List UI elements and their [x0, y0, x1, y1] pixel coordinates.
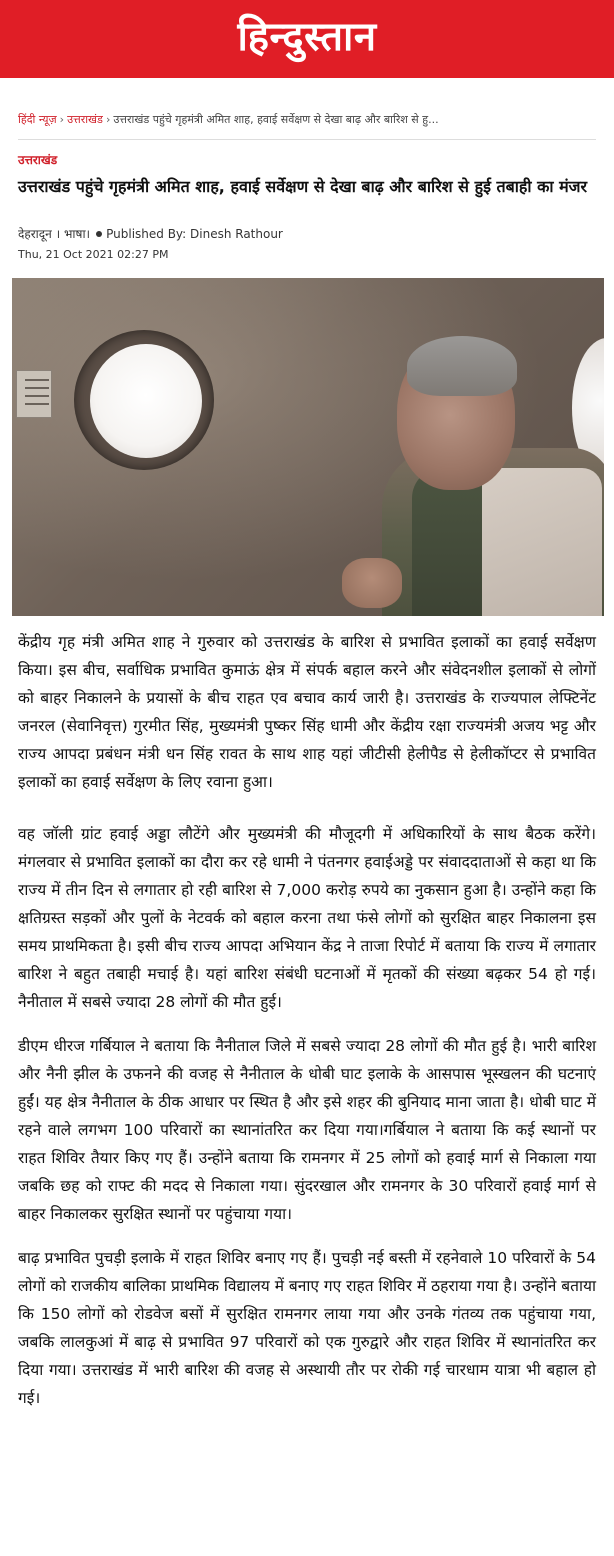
article-container	[0, 113, 614, 1412]
published-by: Published By: Dinesh Rathour	[106, 227, 283, 241]
site-logo[interactable]: हिन्दुस्तान	[237, 13, 377, 60]
porthole-window	[90, 344, 202, 458]
person-hand	[342, 558, 402, 608]
article-title: उत्तराखंड पहुंचे गृहमंत्री अमित शाह, हवाई सर्वेक्षण से देखा बाढ़ और बारिश से हुई तबाही का मंजर	[18, 177, 588, 196]
sticker-line	[25, 379, 49, 381]
person-vest	[412, 468, 482, 616]
article-photo	[12, 278, 604, 616]
site-header	[0, 0, 614, 78]
breadcrumb	[18, 113, 596, 127]
breadcrumb-home-link[interactable]: हिंदी न्यूज़	[18, 113, 57, 126]
article-paragraph: बाढ़ प्रभावित पुचड़ी इलाके में राहत शिविर बनाए गए हैं। पुचड़ी नई बस्ती में रहनेवाले 10 परिवारों के 54 लोगों को राजकीय बालिका प्राथमिक विद्यालय में बनाए गए राहत शिविर में ठहराया गया है। उन्होंने बताया कि 150 लोगों को रोडवेज बसों में सुरक्षित रामनगर लाया गया और उनके गंतव्य तक पहुंचाया गया, जबकि लालकुआं में बाढ़ से प्रभावित 97 परिवारों को एक गुरुद्वारे और राहत शिविर में स्थानांतरित कर दिया गया। उत्तराखंड में भारी बारिश की वजह से अस्थायी तौर पर रोकी गई चारधाम यात्रा भी बहाल हो गई।	[18, 1249, 596, 1407]
location-source: देहरादून । भाषा।	[18, 227, 91, 241]
article-body	[18, 628, 596, 1412]
breadcrumb-section-link[interactable]: उत्तराखंड	[67, 113, 103, 126]
breadcrumb-current: उत्तराखंड पहुंचे गृहमंत्री अमित शाह, हवाई सर्वेक्षण से देखा बाढ़ और बारिश से हु...	[113, 113, 439, 126]
article-paragraph: डीएम धीरज गर्बियाल ने बताया कि नैनीताल जिले में सबसे ज्यादा 28 लोगों की मौत हुई है। भारी बारिश और नैनी झील के उफनने की वजह से नैनीताल के धोबी घाट इलाके के आसपास भूस्खलन की घटनाएं हुईं। यह क्षेत्र नैनीताल के ठीक आधार पर स्थित है और इसे शहर की बुनियाद माना जाता है। धोबी घाट में रहने वाले लगभग 100 परिवारों का स्थानांतरित कर दिया गया।गर्बियाल ने बताया कि कई स्थानों पर राहत शिविर तैयार किए गए हैं। उन्होंने बताया कि रामनगर में 25 लोगों को हवाई मार्ग से निकाला गया जबकि छह को राफ्ट की मदद से निकाला गया। सुंदरखाल और रामनगर के 30 परिवारों हवाई मार्ग से बाहर निकालकर सुरक्षित स्थानों पर पहुंचाया गया।	[18, 1037, 596, 1223]
breadcrumb-separator: ›	[59, 113, 65, 126]
sticker-line	[25, 403, 49, 405]
category-label[interactable]: उत्तराखंड	[18, 153, 58, 167]
photo-sticker	[16, 370, 52, 418]
divider	[18, 139, 596, 140]
publish-date: Thu, 21 Oct 2021 02:27 PM	[18, 248, 169, 261]
breadcrumb-separator: ›	[105, 113, 111, 126]
article-meta	[18, 226, 596, 242]
bullet-icon	[96, 231, 102, 237]
person-hair	[407, 336, 517, 396]
article-paragraph: केंद्रीय गृह मंत्री अमित शाह ने गुरुवार को उत्तराखंड के बारिश से प्रभावित इलाकों का हवाई सर्वेक्षण किया। इस बीच, सर्वाधिक प्रभावित कुमाऊं क्षेत्र में संपर्क बहाल करने और संवेदनशील इलाकों से लोगों को बाहर निकालने के प्रयासों के बीच राहत एव बचाव कार्य जारी है। उत्तराखंड के राज्यपाल लेफ्टिनेंट जनरल (सेवानिवृत्त) गुरमीत सिंह, मुख्यमंत्री पुष्कर सिंह धामी और केंद्रीय रक्षा राज्यमंत्री अजय भट्ट और राज्य आपदा प्रबंधन मंत्री धन सिंह रावत के साथ शाह यहां जीटीसी हेलीपैड से हेलीकॉप्टर से प्रभावित इलाकों का हवाई सर्वेक्षण के लिए रवाना हुआ।	[18, 633, 596, 791]
sticker-line	[25, 395, 49, 397]
article-paragraph: वह जॉली ग्रांट हवाई अड्डा लौटेंगे और मुख्यमंत्री की मौजूदगी में अधिकारियों के साथ बैठक करेंगे। मंगलवार से प्रभावित इलाकों का दौरा कर रहे धामी ने पंतनगर हवाईअड्डे पर संवाददाताओं से कहा था कि राज्य में तीन दिन से लगातार हो रही बारिश से 7,000 करोड़ रुपये का नुकसान हुआ है। उन्होंने कहा कि क्षतिग्रस्त सड़कों और पुलों के नेटवर्क को बहाल करना तथा फंसे लोगों को सुरक्षित बाहर निकालना इस समय प्राथमिकता है। इसी बीच राज्य आपदा अभियान केंद्र ने ताजा रिपोर्ट में बताया कि राज्य में लगातार बारिश ने बहुत तबाही मचाई है। यहां बारिश संबंधी घटनाओं में मृतकों की संख्या बढ़कर 54 हो गई। नैनीताल में सबसे ज्यादा 28 लोगों की मौत हुई।	[18, 825, 596, 1011]
sticker-line	[25, 387, 49, 389]
